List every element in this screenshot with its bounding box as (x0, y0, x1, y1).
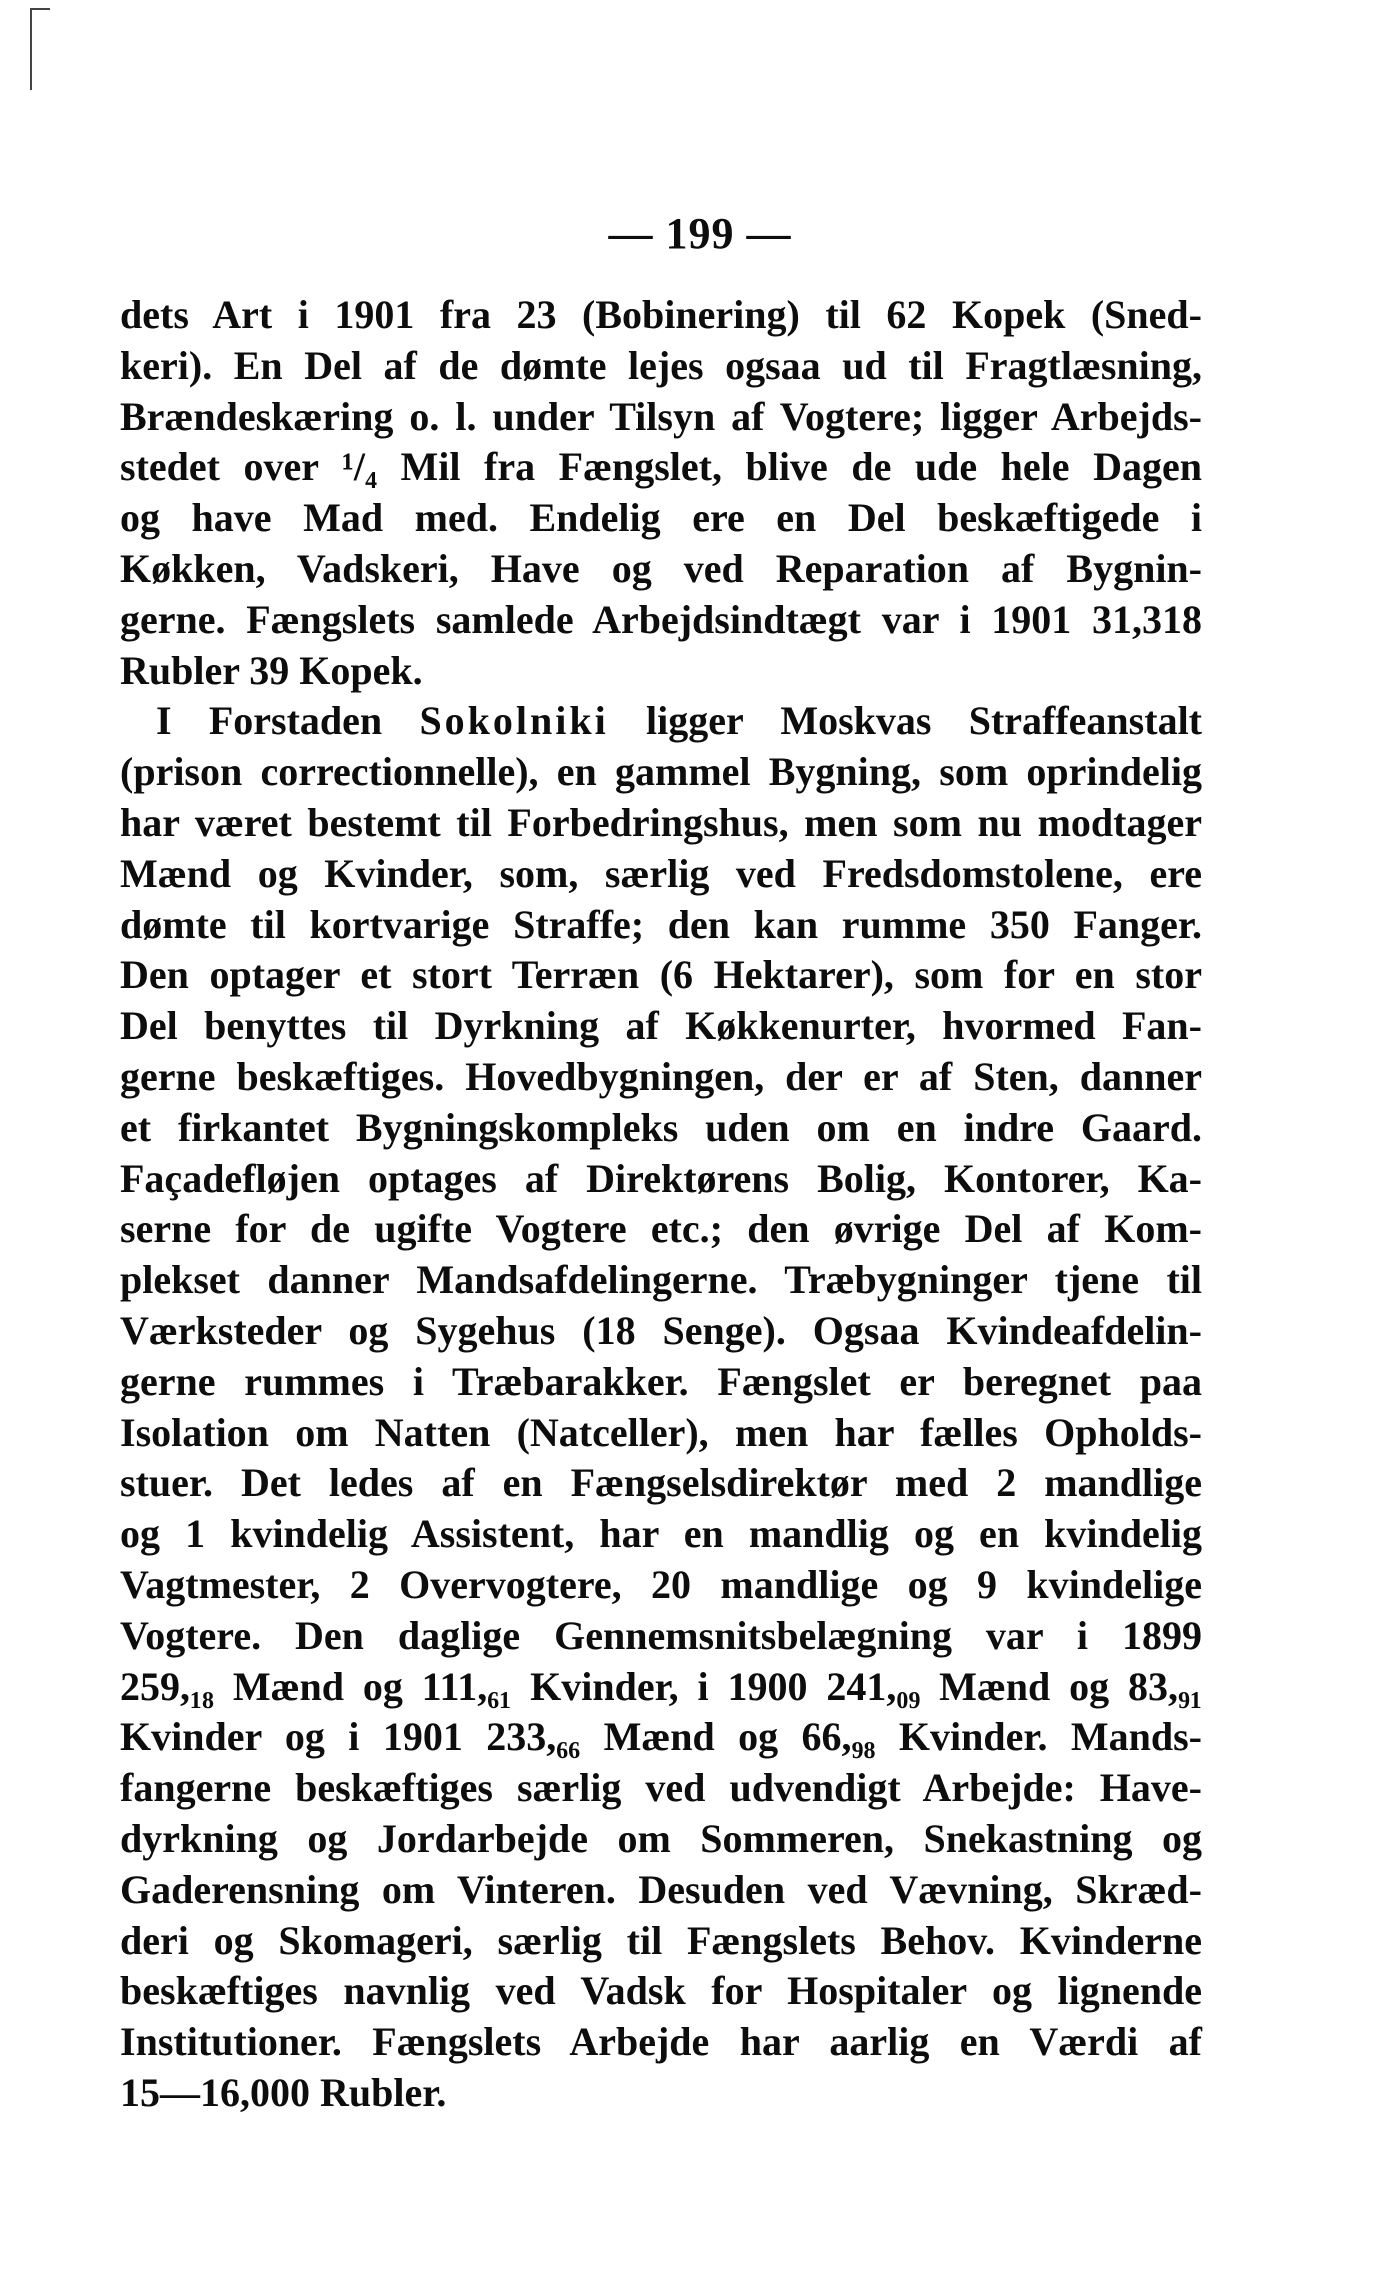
text-line: stedet over ¹/₄ Mil fra Fængslet, blive de ude hele Dagen (120, 444, 1202, 490)
text-line: dømte til kortvarige Straffe; den kan rumme 350 Fanger. (120, 901, 1202, 947)
text-line: og 1 kvindelig Assistent, har en mandlig og en kvindelig (120, 1511, 1202, 1557)
text-line: Isolation om Natten (Natceller), men har fælles Opholds- (120, 1409, 1202, 1455)
text-line: Værksteder og Sygehus (18 Senge). Ogsaa Kvindeafdelin- (120, 1307, 1202, 1353)
text-line: Façadefløjen optages af Direktørens Bolig, Kontorer, Ka- (120, 1155, 1202, 1201)
text-line: gerne rummes i Træbarakker. Fængslet er beregnet paa (120, 1358, 1202, 1404)
text-line: Mænd og Kvinder, som, særlig ved Fredsdomstolene, ere (120, 850, 1202, 896)
text-line: stuer. Det ledes af en Fængselsdirektør med 2 mandlige (120, 1460, 1202, 1506)
text-line: dyrkning og Jordarbejde om Sommeren, Snekastning og (120, 1815, 1202, 1861)
place-name-spaced: Sokolniki (419, 698, 609, 744)
text-line: Den optager et stort Terræn (6 Hektarer), som for en stor (120, 952, 1202, 998)
text-line: gerne beskæftiges. Hovedbygningen, der er af Sten, danner (120, 1053, 1202, 1099)
text-line: et firkantet Bygningskompleks uden om en indre Gaard. (120, 1104, 1202, 1150)
text-segment: I Forstaden (156, 698, 420, 744)
text-line: serne for de ugifte Vogtere etc.; den øvrige Del af Kom- (120, 1206, 1202, 1252)
text-line: plekset danner Mandsafdelingerne. Træbygninger tjene til (120, 1257, 1202, 1303)
text-line: 259,₁₈ Mænd og 111,₆₁ Kvinder, i 1900 241,₀₉ Mænd og 83,₉₁ (120, 1663, 1202, 1709)
text-line: fangerne beskæftiges særlig ved udvendigt Arbejde: Have- (120, 1765, 1202, 1811)
text-line: Del benyttes til Dyrkning af Køkkenurter, hvormed Fan- (120, 1003, 1202, 1049)
text-line: keri). En Del af de dømte lejes ogsaa ud til Fragtlæsning, (120, 342, 1202, 388)
text-line: Institutioner. Fængslets Arbejde har aarlig en Værdi af (120, 2019, 1202, 2065)
text-line: gerne. Fængslets samlede Arbejdsindtægt var i 1901 31,318 (120, 596, 1202, 642)
body-text (120, 290, 1202, 2119)
scan-corner-mark (30, 8, 50, 90)
text-line: Brændeskæring o. l. under Tilsyn af Vogtere; ligger Arbejds- (120, 393, 1202, 439)
text-line: beskæftiges navnlig ved Vadsk for Hospitaler og lignende (120, 1968, 1202, 2014)
text-line: Køkken, Vadskeri, Have og ved Reparation af Bygnin- (120, 545, 1202, 591)
text-line: og have Mad med. Endelig ere en Del beskæftigede i (120, 495, 1202, 541)
text-line: deri og Skomageri, særlig til Fængslets Behov. Kvinderne (120, 1917, 1202, 1963)
text-line: Vagtmester, 2 Overvogtere, 20 mandlige og 9 kvindelige (120, 1561, 1202, 1607)
text-line: (prison correctionnelle), en gammel Bygning, som oprindelig (120, 749, 1202, 795)
page-number: — 199 — (608, 209, 792, 258)
text-segment: ligger Moskvas Straffeanstalt (608, 698, 1202, 744)
text-line: Kvinder og i 1901 233,₆₆ Mænd og 66,₉₈ Kvinder. Mands- (120, 1714, 1202, 1760)
text-line (120, 696, 1202, 747)
text-line: Rubler 39 Kopek. (120, 647, 423, 693)
text-line: dets Art i 1901 fra 23 (Bobinering) til 62 Kopek (Sned- (120, 292, 1202, 337)
text-line: Gaderensning om Vinteren. Desuden ved Vævning, Skræd- (120, 1866, 1202, 1912)
text-line: Vogtere. Den daglige Gennemsnitsbelægning var i 1899 (120, 1612, 1202, 1658)
text-line: har været bestemt til Forbedringshus, men som nu modtager (120, 799, 1202, 845)
text-line: 15—16,000 Rubler. (120, 2069, 447, 2115)
